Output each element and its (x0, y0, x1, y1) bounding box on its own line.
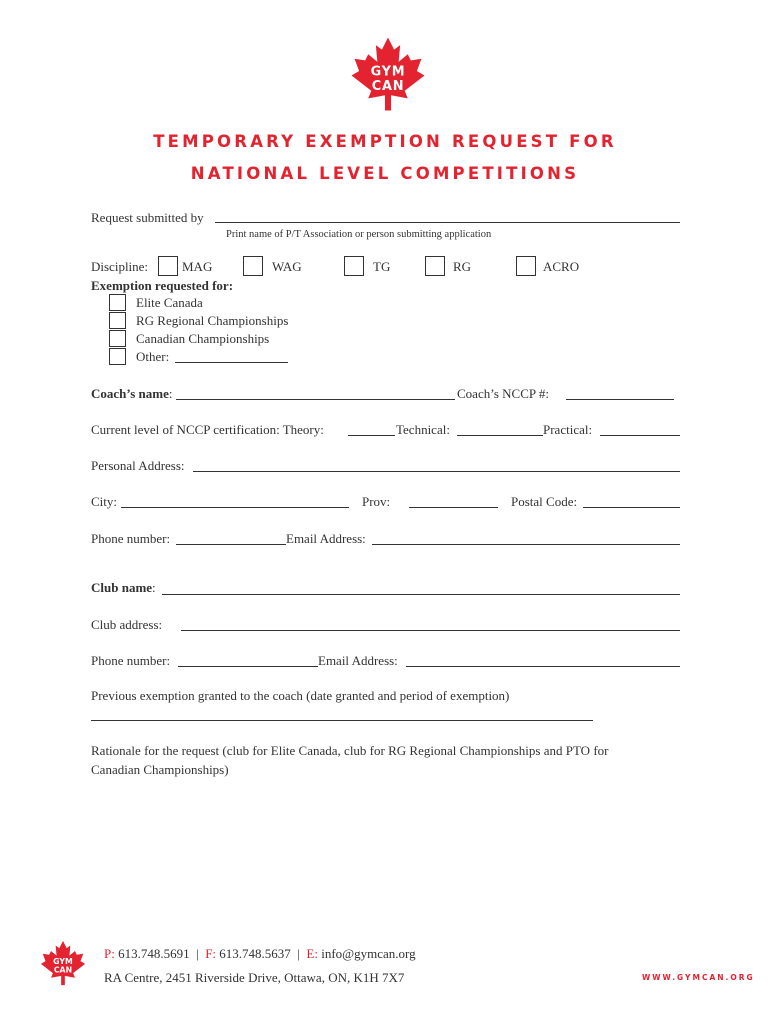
footer-website-link[interactable]: WWW.GYMCAN.ORG (642, 973, 755, 982)
club-email-field[interactable] (406, 666, 680, 667)
gymcan-logo (350, 36, 426, 112)
footer-phone[interactable]: 613.748.5691 (118, 946, 190, 961)
checkbox-rg-regional[interactable] (109, 312, 126, 329)
request-name-field[interactable] (215, 222, 680, 223)
form-title-line1: TEMPORARY EXEMPTION REQUEST FOR (153, 132, 617, 151)
club-name-colon: : (152, 580, 156, 595)
club-phone-field[interactable] (178, 666, 318, 667)
nccp-technical-field[interactable] (457, 435, 543, 436)
club-phone-label: Phone number: (91, 653, 171, 668)
nccp-practical-field[interactable] (600, 435, 680, 436)
checkbox-mag[interactable] (158, 256, 178, 276)
club-name-field[interactable] (162, 594, 680, 595)
gymcan-footer-logo (40, 940, 86, 986)
nccp-theory-field[interactable] (348, 435, 395, 436)
request-hint: Print name of P/T Association or person submitting application (226, 229, 492, 240)
coach-phone-field[interactable] (176, 544, 286, 545)
rationale-line2: Canadian Championships) (91, 762, 229, 777)
exemption-label: Exemption requested for: (91, 278, 234, 293)
prov-label: Prov: (362, 494, 391, 509)
form-title-line2: NATIONAL LEVEL COMPETITIONS (190, 164, 580, 183)
club-address-field[interactable] (181, 630, 680, 631)
footer-fax: 613.748.5637 (219, 946, 291, 961)
request-label: Request submitted by (91, 210, 204, 225)
city-field[interactable] (121, 507, 349, 508)
club-address-label: Club address: (91, 617, 163, 632)
coach-email-label: Email Address: (286, 531, 366, 546)
exemption-elite-canada-label: Elite Canada (136, 295, 203, 310)
checkbox-acro[interactable] (516, 256, 536, 276)
checkbox-tg[interactable] (344, 256, 364, 276)
coach-name-label-wrap (91, 386, 173, 402)
footer-contact-line (104, 946, 416, 962)
coach-nccp-field[interactable] (566, 399, 674, 400)
exemption-rg-regional-label: RG Regional Championships (136, 313, 289, 328)
footer-email-prefix: E: (306, 946, 318, 961)
personal-address-field[interactable] (193, 471, 680, 472)
footer-address: RA Centre, 2451 Riverside Drive, Ottawa, ON, K1H 7X7 (104, 970, 405, 985)
exemption-other-field[interactable] (175, 362, 288, 363)
rationale-line1: Rationale for the request (club for Elite Canada, club for RG Regional Championships and PTO for (91, 743, 609, 758)
exemption-other-label: Other: (136, 349, 170, 364)
discipline-mag-label: MAG (182, 259, 213, 274)
checkbox-elite-canada[interactable] (109, 294, 126, 311)
nccp-technical-label: Technical: (396, 422, 450, 437)
city-label: City: (91, 494, 118, 509)
previous-exemption-label: Previous exemption granted to the coach (date granted and period of exemption) (91, 688, 510, 703)
previous-exemption-field[interactable] (91, 720, 593, 721)
footer-separator-2: | (297, 946, 300, 961)
personal-address-label: Personal Address: (91, 458, 185, 473)
postal-code-label: Postal Code: (511, 494, 578, 509)
checkbox-rg[interactable] (425, 256, 445, 276)
coach-phone-label: Phone number: (91, 531, 171, 546)
rationale-text-area[interactable] (91, 785, 680, 925)
footer-fax-prefix: F: (205, 946, 217, 961)
logo-text-top: GYM (370, 64, 406, 80)
nccp-practical-label: Practical: (543, 422, 593, 437)
checkbox-other[interactable] (109, 348, 126, 365)
coach-name-colon: : (168, 386, 173, 401)
logo-text-bottom: CAN (371, 78, 405, 94)
postal-code-field[interactable] (583, 507, 680, 508)
club-name-label: Club name (91, 580, 153, 595)
exemption-canadian-championships-label: Canadian Championships (136, 331, 270, 346)
club-email-label: Email Address: (318, 653, 398, 668)
footer-logo-text-bottom: CAN (53, 965, 73, 975)
footer-logo-text-top: GYM (53, 956, 73, 966)
checkbox-wag[interactable] (243, 256, 263, 276)
discipline-acro-label: ACRO (543, 259, 580, 274)
coach-name-label: Coach’s name (91, 386, 169, 401)
footer-separator-1: | (196, 946, 199, 961)
discipline-label: Discipline: (91, 259, 149, 274)
footer-email-link[interactable]: info@gymcan.org (321, 946, 416, 961)
coach-email-field[interactable] (372, 544, 680, 545)
nccp-theory-label: Current level of NCCP certification: Theory: (91, 422, 324, 437)
prov-field[interactable] (409, 507, 498, 508)
discipline-rg-label: RG (453, 259, 472, 274)
checkbox-canadian-championships[interactable] (109, 330, 126, 347)
coach-nccp-label: Coach’s NCCP #: (457, 386, 549, 401)
discipline-tg-label: TG (373, 259, 391, 274)
discipline-wag-label: WAG (272, 259, 302, 274)
coach-name-field[interactable] (176, 399, 455, 400)
club-name-label-wrap (91, 580, 156, 596)
footer-phone-prefix: P: (104, 946, 115, 961)
